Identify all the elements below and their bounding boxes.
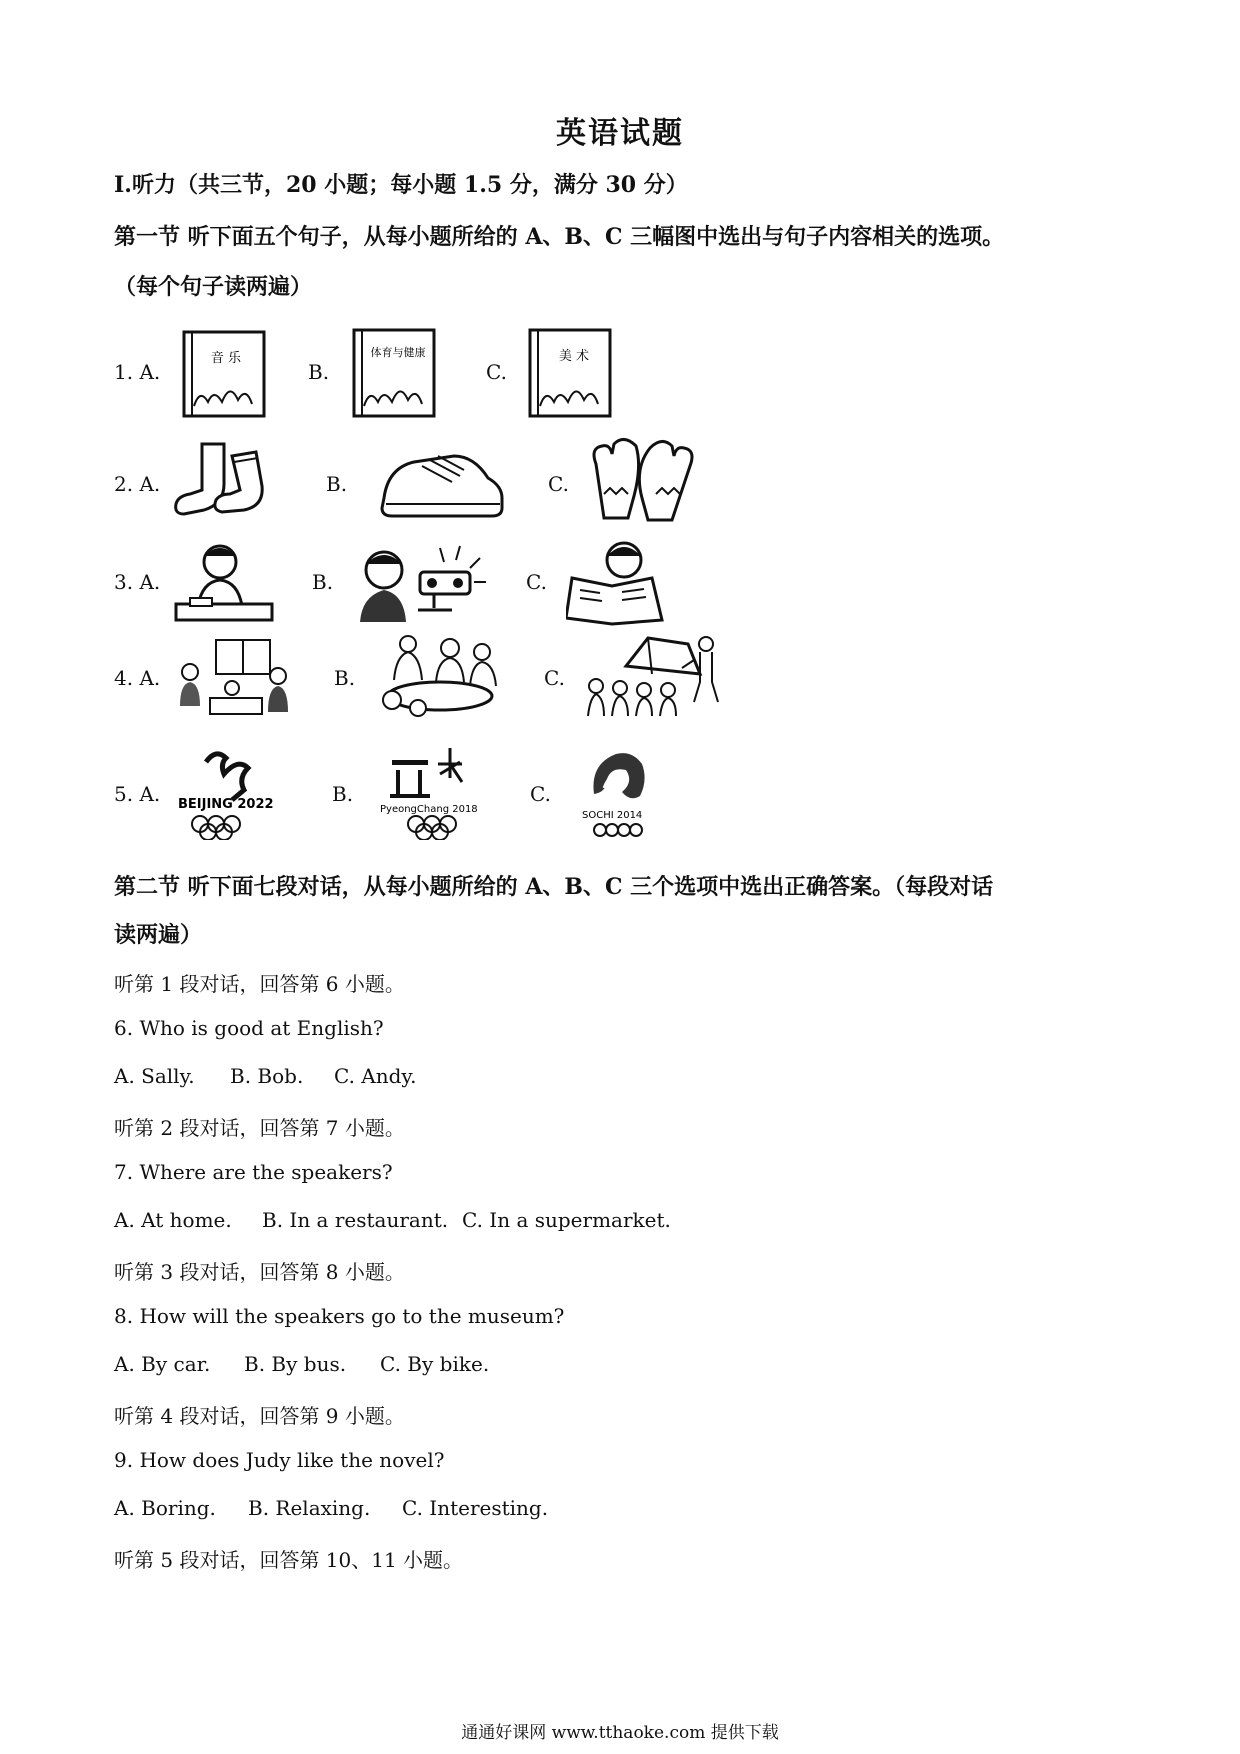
section-heading: I.听力（共三节，20 小题；每小题 1.5 分，满分 30 分） — [114, 172, 688, 198]
family-home-image — [172, 636, 298, 718]
q1-label-c: C. — [486, 360, 507, 384]
q4-label-b: B. — [334, 666, 356, 690]
dialogue-cue: 听第 4 段对话，回答第 9 小题。 — [114, 1404, 405, 1428]
art-book-image — [524, 326, 616, 420]
logo-text: SOCHI 2014 — [582, 810, 643, 821]
sneaker-image — [378, 448, 510, 526]
dialogue-cue: 听第 5 段对话，回答第 10、11 小题。 — [114, 1548, 464, 1572]
boy-newspaper-image — [566, 538, 670, 626]
question-6-option-c: C. Andy. — [334, 1064, 417, 1088]
people-table-image — [374, 630, 504, 722]
dialogue-cue: 听第 3 段对话，回答第 8 小题。 — [114, 1260, 405, 1284]
page-title: 英语试题 — [556, 116, 684, 151]
question-7: 7. Where are the speakers? — [114, 1160, 393, 1184]
page-footer: 通通好课网 www.tthaoke.com 提供下载 — [461, 1723, 779, 1743]
question-6: 6. Who is good at English? — [114, 1016, 384, 1040]
question-9-option-c: C. Interesting. — [402, 1496, 549, 1520]
question-7-option-c: C. In a supermarket. — [462, 1208, 671, 1232]
q5-label-b: B. — [332, 782, 354, 806]
q3-label-b: B. — [312, 570, 334, 594]
question-8-option-a: A. By car. — [114, 1352, 211, 1376]
boy-radio-image — [354, 538, 490, 626]
question-9-option-a: A. Boring. — [114, 1496, 216, 1520]
mittens-image — [584, 434, 702, 526]
q1-label-b: B. — [308, 360, 330, 384]
pyeongchang-2018-logo — [372, 740, 498, 840]
question-7-option-b: B. In a restaurant. — [262, 1208, 449, 1232]
part1-instruction-cont: （每个句子读两遍） — [114, 274, 313, 300]
question-6-option-b: B. Bob. — [230, 1064, 304, 1088]
q5-label-c: C. — [530, 782, 551, 806]
question-8-option-b: B. By bus. — [244, 1352, 347, 1376]
question-9-option-b: B. Relaxing. — [248, 1496, 371, 1520]
pe-book-image — [348, 326, 440, 420]
question-6-option-a: A. Sally. — [114, 1064, 195, 1088]
part2-instruction: 第二节 听下面七段对话，从每小题所给的 A、B、C 三个选项中选出正确答案。（每段对话 — [114, 874, 994, 900]
q2-label-b: B. — [326, 472, 348, 496]
q5-label-a: 5. A. — [114, 782, 161, 806]
q3-label-a: 3. A. — [114, 570, 161, 594]
sochi-2014-logo — [574, 744, 664, 840]
question-8-option-c: C. By bike. — [380, 1352, 490, 1376]
boy-writing-image — [172, 540, 276, 624]
q4-label-a: 4. A. — [114, 666, 161, 690]
q2-label-c: C. — [548, 472, 569, 496]
book-label: 音 乐 — [210, 351, 242, 366]
question-9: 9. How does Judy like the novel? — [114, 1448, 445, 1472]
part2-instruction-cont: 读两遍） — [114, 922, 203, 948]
logo-text: PyeongChang 2018 — [380, 804, 478, 815]
q4-label-c: C. — [544, 666, 565, 690]
socks-image — [172, 438, 282, 522]
book-label: 美 术 — [558, 349, 590, 364]
camping-image — [582, 630, 722, 722]
dialogue-cue: 听第 1 段对话，回答第 6 小题。 — [114, 972, 405, 996]
dialogue-cue: 听第 2 段对话，回答第 7 小题。 — [114, 1116, 405, 1140]
logo-text: BEIJING 2022 — [178, 797, 274, 812]
q2-label-a: 2. A. — [114, 472, 161, 496]
q1-label-a: 1. A. — [114, 360, 161, 384]
book-label: 体育与健康 — [370, 346, 426, 359]
music-book-image — [178, 328, 270, 420]
question-8: 8. How will the speakers go to the museum? — [114, 1304, 565, 1328]
beijing-2022-logo — [170, 742, 286, 840]
part1-instruction: 第一节 听下面五个句子，从每小题所给的 A、B、C 三幅图中选出与句子内容相关的选项。 — [114, 224, 1005, 250]
question-7-option-a: A. At home. — [114, 1208, 232, 1232]
q3-label-c: C. — [526, 570, 547, 594]
